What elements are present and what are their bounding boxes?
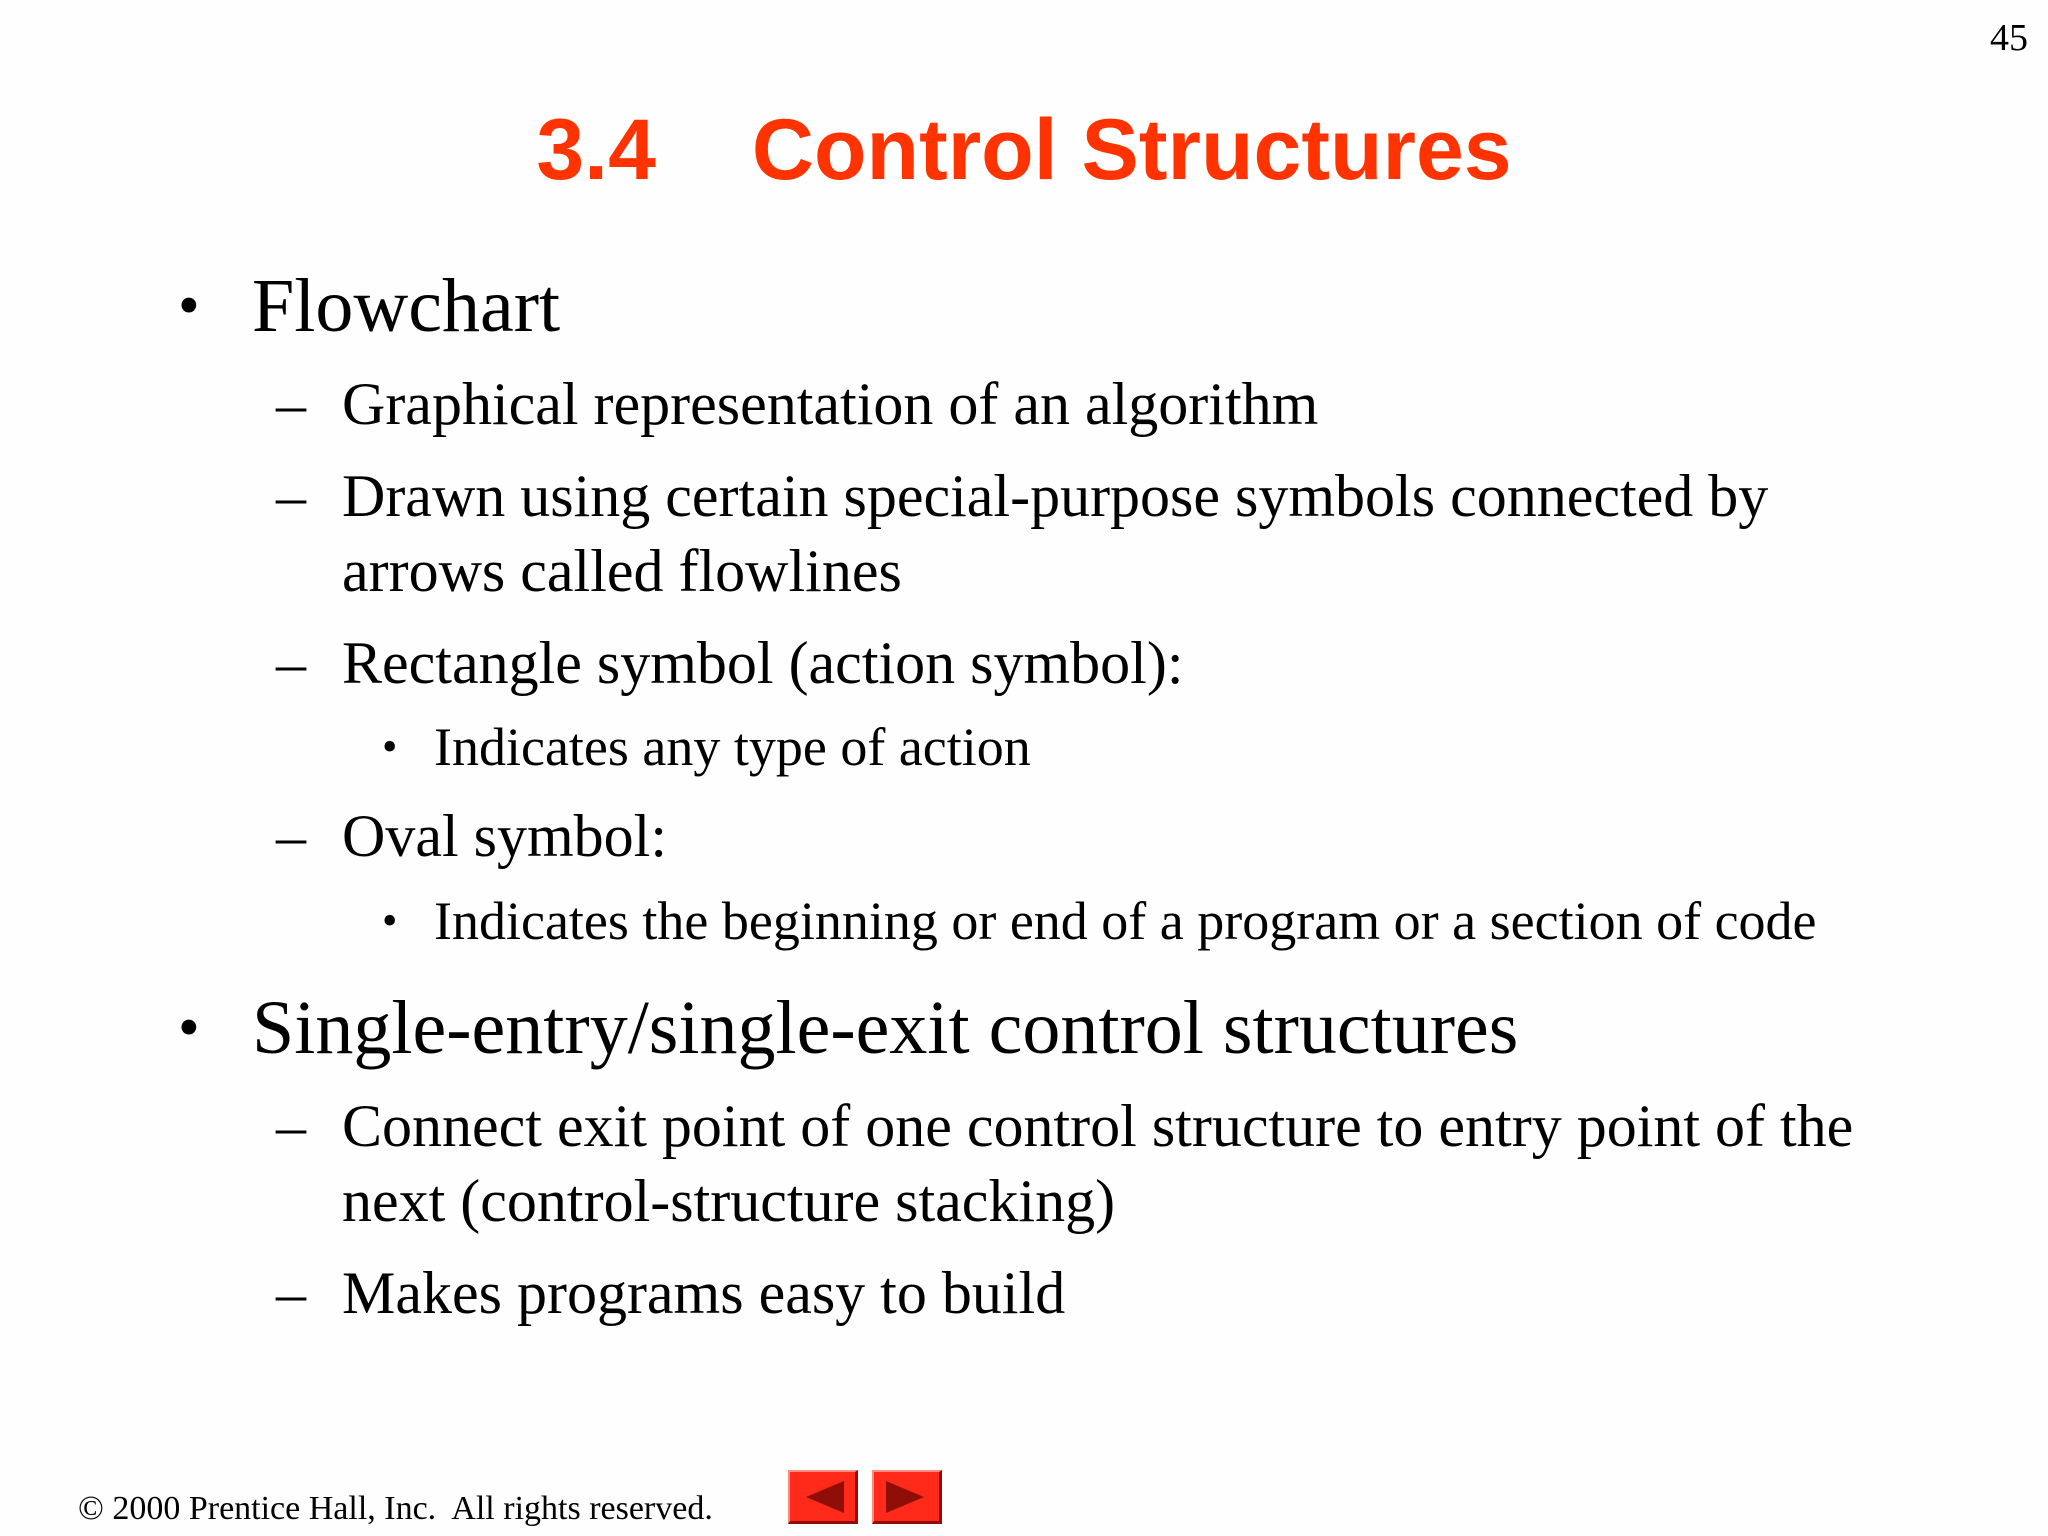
copyright-footer: © 2000 Prentice Hall, Inc. All rights reserved. [78, 1490, 713, 1527]
dash-marker: – [276, 1260, 306, 1326]
subitem-oval-symbol: Oval symbol: [342, 803, 667, 869]
detail-beginning-or-end: Indicates the beginning or end of a program or a section of code [434, 891, 1817, 951]
detail-any-type-of-action: Indicates any type of action [434, 717, 1031, 777]
subitem-makes-programs-easy: Makes programs easy to build [342, 1260, 1066, 1326]
subitem-connect-exit-point: Connect exit point of one control structure to entry point of the next (control-structure stacking) [342, 1093, 1854, 1234]
title-section-number: 3.4 [536, 102, 656, 198]
bullet-marker: • [178, 994, 200, 1062]
bullet-single-entry-single-exit: Single-entry/single-exit control structures [252, 986, 1519, 1070]
page-number: 45 [1990, 17, 2028, 59]
previous-slide-button[interactable] [788, 1470, 858, 1524]
dash-marker: – [276, 463, 306, 529]
sub-bullet-marker: • [382, 722, 398, 771]
dash-marker: – [276, 371, 306, 437]
dash-marker: – [276, 803, 306, 869]
sub-bullet-marker: • [382, 896, 398, 945]
bullet-flowchart: Flowchart [252, 264, 561, 348]
subitem-rectangle-symbol: Rectangle symbol (action symbol): [342, 630, 1184, 696]
next-slide-button[interactable] [872, 1470, 942, 1524]
left-arrow-icon [790, 1472, 856, 1522]
title-text: Control Structures [751, 102, 1512, 198]
dash-marker: – [276, 1093, 306, 1159]
subitem-graphical-representation: Graphical representation of an algorithm [342, 371, 1319, 437]
right-arrow-icon [874, 1472, 940, 1522]
bullet-marker: • [178, 272, 200, 340]
subitem-drawn-using-symbols: Drawn using certain special-purpose symbols connected by arrows called flowlines [342, 463, 1769, 604]
dash-marker: – [276, 630, 306, 696]
